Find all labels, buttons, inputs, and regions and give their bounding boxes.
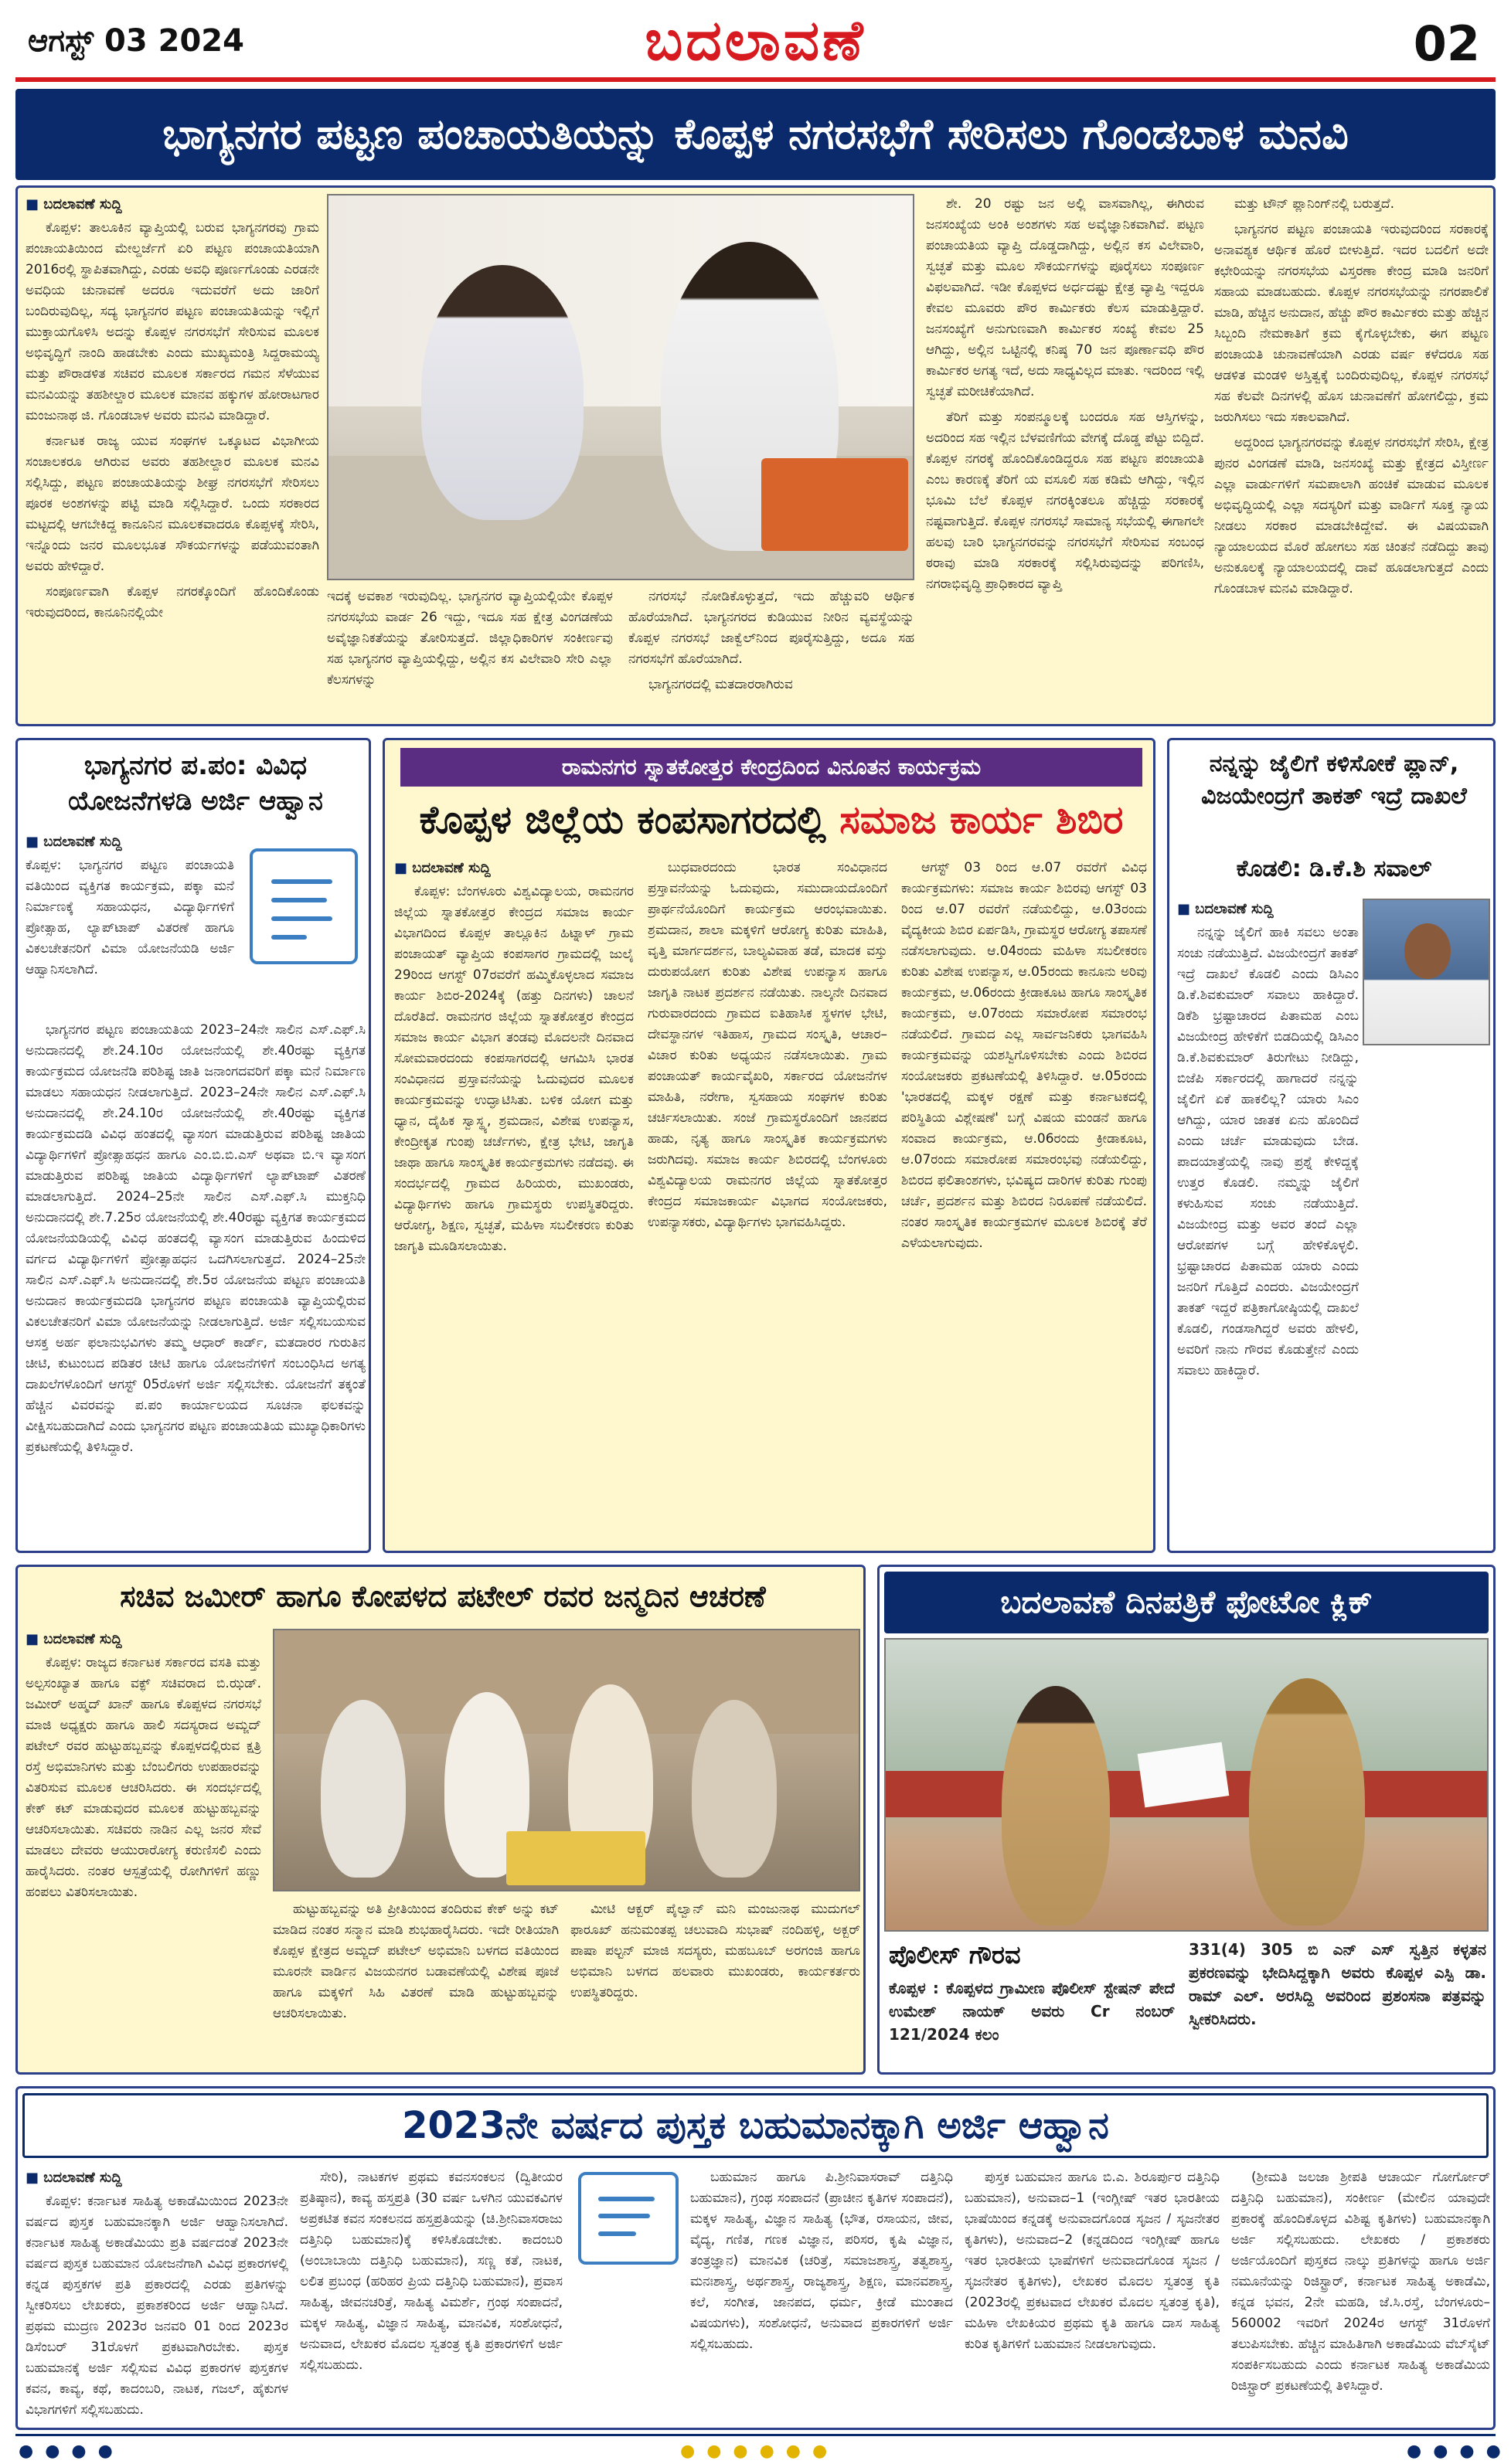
birthday-col-2: ಹುಟ್ಟುಹಬ್ಬವನ್ನು ಅತಿ ಪ್ರೀತಿಯಿಂದ ತಂದಿರುವ ಕೇಕ್ ಅನ್ನು ಕಟ್ ಮಾಡಿದ ನಂತರ ಸನ್ಮಾನ ಮಾಡಿ ಶುಭಹಾರೈಸಿದರು. ಇದೇ ರೀತಿಯಾಗಿ ಕೊಪ್ಪಳ ಕ್ಷೇತ್ರದ ಅಮ್ಜದ್ ಪಟೇಲ್ ಅಭಿಮಾನಿ ಬಳಗದ ವತಿಯಿಂದ ಮೂರನೇ ವಾರ್ಡಿನ ವಿಜಯನಗರ ಬಡಾವಣೆಯಲ್ಲಿ ವಿಶೇಷ ಪೂಜೆ ಹಾಗೂ ಮಕ್ಕಳಿಗೆ ಸಿಹಿ ವಿತರಣೆ ಮಾಡಿ ಹುಟ್ಟುಹಬ್ಬವನ್ನು ಆಚರಿಸಲಾಯಿತು.	[273, 1902, 559, 2021]
police-officer-right	[1249, 1678, 1365, 1925]
lead-col-5: ಮತ್ತು ಟೌನ್ ಪ್ಲಾನಿಂಗ್‌ನಲ್ಲಿ ಬರುತ್ತದೆ. ಭಾಗ್ಯನಗರ ಪಟ್ಟಣ ಪಂಚಾಯತಿ ಇರುವುದರಿಂದ ಸರಕಾರಕ್ಕೆ ಅನಾವಶ್ಯಕ ಆರ್ಥಿಕ ಹೊರೆ ಬೀಳುತ್ತಿದೆ. ಇದರ ಬದಲಿಗೆ ಅದೇ ಕಛೇರಿಯನ್ನು ನಗರಸಭೆಯ ವಿಸ್ತರಣಾ ಕೇಂದ್ರ ಮಾಡಿ ಜನರಿಗೆ ಸಹಾಯ ಮಾಡಬಹುದು. ಕೊಪ್ಪಳ ನಗರಸಭೆಯನ್ನು ನಗರಪಾಲಿಕೆ ಮಾಡಿ, ಹೆಚ್ಚಿನ ಅನುದಾನ, ಹೆಚ್ಚು ಪೌರ ಕಾರ್ಮಿಕರು ಮತ್ತು ಹೆಚ್ಚಿನ ಸಿಬ್ಬಂದಿ ನೇಮಕಾತಿಗೆ ಕ್ರಮ ಕೈಗೊಳ್ಳಬೇಕು, ಈಗ ಪಟ್ಟಣ ಪಂಚಾಯತಿ ಚುನಾವಣೆಯಾಗಿ ಎರಡು ವರ್ಷ ಕಳೆದರೂ ಸಹ ಆಡಳಿತ ಮಂಡಳಿ ಅಸ್ತಿತ್ವಕ್ಕೆ ಬಂದಿರುವುದಿಲ್ಲ, ಕೊಪ್ಪಳ ನಗರಸಭೆ ಸಹ ಕೆಲವೇ ದಿನಗಳಲ್ಲಿ ಹೊಸ ಚುನಾವಣೆಗೆ ಹೋಗಲಿದ್ದು, ಕ್ರಮ ಜರುಗಿಸಲು ಇದು ಸಕಾಲವಾಗಿದೆ. ಅದ್ದರಿಂದ ಭಾಗ್ಯನಗರವನ್ನು ಕೊಪ್ಪಳ ನಗರಸಭೆಗೆ ಸೇರಿಸಿ, ಕ್ಷೇತ್ರ ಪುನರ ವಿಂಗಡಣೆ ಮಾಡಿ, ಜನಸಂಖ್ಯೆ ಮತ್ತು ಕ್ಷೇತ್ರದ ವಿಸ್ತೀರ್ಣ ಎಲ್ಲಾ ವಾರ್ಡುಗಳಿಗೆ ಸಮಪಾಲಾಗಿ ಹಂಚಿಕೆ ಮಾಡುವ ಮೂಲಕ ಅಭಿವೃದ್ಧಿಯಲ್ಲಿ ಎಲ್ಲಾ ಸದಸ್ಯರಿಗೆ ಮತ್ತು ವಾರ್ಡಿಗೆ ಸೂಕ್ತ ನ್ಯಾಯ ನೀಡಲು ಸರಕಾರ ಮಾಡಬೇಕಿದ್ದೇವೆ. ಈ ವಿಷಯವಾಗಿ ನ್ಯಾಯಾಲಯದ ಮೊರೆ ಹೋಗಲು ಸಹ ಚಿಂತನೆ ನಡೆದಿದ್ದು ತಾವು ಅನುಕೂಲಕ್ಕೆ ನ್ಯಾಯಾಲಯದಲ್ಲಿ ದಾವೆ ಹೂಡಲಾಗುತ್ತದೆ ಎಂದು ಗೊಂಡಬಾಳ ಮನವಿ ಮಾಡಿದ್ದಾರೆ.	[1214, 196, 1489, 596]
award-col-3: ಬಹುಮಾನ ಹಾಗೂ ಪಿ.ಶ್ರೀನಿವಾಸರಾವ್ ದತ್ತಿನಿಧಿ ಬಹುಮಾನ), ಗ್ರಂಥ ಸಂಪಾದನೆ (ಪ್ರಾಚೀನ ಕೃತಿಗಳ ಸಂಪಾದನೆ), ಮಕ್ಕಳ ಸಾಹಿತ್ಯ, ವಿಜ್ಞಾನ ಸಾಹಿತ್ಯ (ಭೌತ, ರಸಾಯನ, ಜೀವ, ವೈದ್ಯ, ಗಣಿತ, ಗಣಕ ವಿಜ್ಞಾನ, ಪರಿಸರ, ಕೃಷಿ ವಿಜ್ಞಾನ, ತಂತ್ರಜ್ಞಾನ) ಮಾನವಿಕ (ಚರಿತ್ರೆ, ಸಮಾಜಶಾಸ್ತ್ರ, ತತ್ವಶಾಸ್ತ್ರ, ಮನಃಶಾಸ್ತ್ರ, ಅರ್ಥಶಾಸ್ತ್ರ, ರಾಜ್ಯಶಾಸ್ತ್ರ, ಶಿಕ್ಷಣ, ಮಾನವಶಾಸ್ತ್ರ, ಕಲೆ, ಸಂಗೀತ, ಜಾನಪದ, ಧರ್ಮ, ಕ್ರೀಡೆ ಮುಂತಾದ ವಿಷಯಗಳು), ಸಂಶೋಧನೆ, ಅನುವಾದ ಪ್ರಕಾರಗಳಿಗೆ ಅರ್ಜಿ ಸಲ್ಲಿಸಬಹುದು.	[690, 2170, 953, 2352]
footer-dots-left: ● ● ● ●	[19, 2442, 116, 2461]
masthead-rule	[15, 77, 1496, 82]
scheme-story-box	[15, 738, 371, 1553]
award-col-5: (ಶ್ರೀಮತಿ ಜಲಜಾ ಶ್ರೀಪತಿ ಆಚಾರ್ಯ ಗೋರ್ಗೋರ್ ದತ್ತಿನಿಧಿ ಬಹುಮಾನ), ಸಂಕೀರ್ಣ (ಮೇಲಿನ ಯಾವುದೇ ಪ್ರಕಾರಕ್ಕೆ ಹೊಂದಿಕೊಳ್ಳದ ವಿಶಿಷ್ಟ ಕೃತಿಗಳು) ಬಹುಮಾನಕ್ಕಾಗಿ ಅರ್ಜಿ ಸಲ್ಲಿಸಬಹುದು. ಲೇಖಕರು / ಪ್ರಕಾಶಕರು ಅರ್ಜಿಯೊಂದಿಗೆ ಪುಸ್ತಕದ ನಾಲ್ಕು ಪ್ರತಿಗಳನ್ನು ಹಾಗೂ ಅರ್ಜಿ ನಮೂನೆಯನ್ನು ರಿಜಿಸ್ಟ್ರಾರ್, ಕರ್ನಾಟಕ ಸಾಹಿತ್ಯ ಅಕಾಡೆಮಿ, ಕನ್ನಡ ಭವನ, 2ನೇ ಮಹಡಿ, ಜೆ.ಸಿ.ರಸ್ತೆ, ಬೆಂಗಳೂರು–560002 ಇವರಿಗೆ 2024ರ ಆಗಸ್ಟ್ 31ರೊಳಗೆ ತಲುಪಿಸಬೇಕು. ಹೆಚ್ಚಿನ ಮಾಹಿತಿಗಾಗಿ ಅಕಾಡೆಮಿಯ ವೆಬ್‌ಸೈಟ್ ಸಂಪರ್ಕಿಸಬಹುದು ಎಂದು ಕರ್ನಾಟಕ ಸಾಹಿತ್ಯ ಅಕಾಡೆಮಿಯ ರಿಜಿಸ್ಟ್ರಾರ್ ಪ್ರಕಟಣೆಯಲ್ಲಿ ತಿಳಿಸಿದ್ದಾರೆ.	[1231, 2170, 1490, 2394]
scheme-body: ಭಾಗ್ಯನಗರ ಪಟ್ಟಣ ಪಂಚಾಯತಿಯ 2023–24ನೇ ಸಾಲಿನ ಎಸ್.ಎಫ್.ಸಿ ಅನುದಾನದಲ್ಲಿ ಶೇ.24.10ರ ಯೋಜನೆಯಲ್ಲಿ ಶೇ.40ರಷ್ಟು ವ್ಯಕ್ತಿಗತ ಕಾರ್ಯಕ್ರಮದ ಯೋಜನೆಡಿ ಪರಿಶಿಷ್ಟ ಜಾತಿ ಜನಾಂಗದವರಿಗೆ ಪಕ್ಕಾ ಮನೆ ನಿರ್ಮಾಣ ಮಾಡಲು ಸಹಾಯಧನ ನೀಡಲಾಗುತ್ತಿದೆ. 2023–24ನೇ ಸಾಲಿನ ಎಸ್.ಎಫ್.ಸಿ ಅನುದಾನದಲ್ಲಿ ಶೇ.24.10ರ ಯೋಜನೆಯಲ್ಲಿ ಶೇ.40ರಷ್ಟು ವ್ಯಕ್ತಿಗತ ಕಾರ್ಯಕ್ರಮದಡಿ ವಿವಿಧ ಹಂತದಲ್ಲಿ ವ್ಯಾಸಂಗ ಮಾಡುತ್ತಿರುವ ಪರಿಶಿಷ್ಟ ಜಾತಿಯ ವಿದ್ಯಾರ್ಥಿಗಳಿಗೆ ಪ್ರೋತ್ಸಾಹಧನ ಹಾಗೂ ಎಂ.ಬಿ.ಬಿ.ಎಸ್ ಅಥವಾ ಬಿ.ಇ ವ್ಯಾಸಂಗ ಮಾಡುತ್ತಿರುವ ಪರಿಶಿಷ್ಟ ಜಾತಿಯ ವಿದ್ಯಾರ್ಥಿಗಳಿಗೆ ಲ್ಯಾಪ್‌ಟಾಪ್ ವಿತರಣೆ ಮಾಡಲಾಗುತ್ತಿದೆ. 2024–25ನೇ ಸಾಲಿನ ಎಸ್.ಎಫ್.ಸಿ ಮುಕ್ತನಿಧಿ ಅನುದಾನದಲ್ಲಿ ಶೇ.7.25ರ ಯೋಜನೆಯಲ್ಲಿ ಶೇ.40ರಷ್ಟು ವ್ಯಕ್ತಿಗತ ಕಾರ್ಯಕ್ರಮದ ಯೋಜನೆಯಡಿಯಲ್ಲಿ ವಿವಿಧ ಹಂತದಲ್ಲಿ ವ್ಯಾಸಂಗ ಮಾಡುತ್ತಿರುವ ಹಿಂದುಳಿದ ವರ್ಗದ ವಿದ್ಯಾರ್ಥಿಗಳಿಗೆ ಪ್ರೋತ್ಸಾಹಧನ ಒದಗಿಸಲಾಗುತ್ತದೆ. 2024–25ನೇ ಸಾಲಿನ ಎಸ್.ಎಫ್.ಸಿ ಅನುದಾನದಲ್ಲಿ ಶೇ.5ರ ಯೋಜನೆಯ ಪಟ್ಟಣ ಪಂಚಾಯತಿ ಅನುದಾನ ಕಾರ್ಯಕ್ರಮದಡಿ ಭಾಗ್ಯನಗರ ಪಟ್ಟಣ ಪಂಚಾಯತಿ ವ್ಯಾಪ್ತಿಯಲ್ಲಿರುವ ವಿಕಲಚೇತನರಿಗೆ ವಿಮಾ ಯೋಜನೆಯನ್ನು ನೀಡಲಾಗುತ್ತಿದೆ. ಅರ್ಜಿ ಸಲ್ಲಿಸಬಯಸುವ ಆಸಕ್ತ ಅರ್ಹ ಫಲಾನುಭವಿಗಳು ತಮ್ಮ ಆಧಾರ್ ಕಾರ್ಡ್, ಮತದಾರರ ಗುರುತಿನ ಚೀಟಿ, ಕುಟುಂಬದ ಪಡಿತರ ಚೀಟಿ ಹಾಗೂ ಯೋಜನೆಗಳಿಗೆ ಸಂಬಂಧಿಸಿದ ಅಗತ್ಯ ದಾಖಲೆಗಳೊಂದಿಗೆ ಆಗಸ್ಟ್ 05ರೊಳಗೆ ಅರ್ಜಿ ಸಲ್ಲಿಸಬೇಕು. ಯೋಜನೆಗೆ ತಕ್ಕಂತೆ ಹೆಚ್ಚಿನ ವಿವರವನ್ನು ಪ.ಪಂ ಕಾರ್ಯಾಲಯದ ಸೂಚನಾ ಫಲಕವನ್ನು ವೀಕ್ಷಿಸಬಹುದಾಗಿದೆ ಎಂದು ಭಾಗ್ಯನಗರ ಪಟ್ಟಣ ಪಂಚಾಯತಿಯ ಮುಖ್ಯಾಧಿಕಾರಿಗಳು ಪ್ರಕಟಣೆಯಲ್ಲಿ ತಿಳಿಸಿದ್ದಾರೆ.	[26, 1022, 366, 1455]
lead-para-1: ಕೊಪ್ಪಳ: ತಾಲೂಕಿನ ವ್ಯಾಪ್ತಿಯಲ್ಲಿ ಬರುವ ಭಾಗ್ಯನಗರವು ಗ್ರಾಮ ಪಂಚಾಯತಿಯಿಂದ ಮೇಲ್ದರ್ಜೆಗೆ ಏರಿ ಪಟ್ಟಣ ಪಂಚಾಯತಿಯಾಗಿ 2016ರಲ್ಲಿ ಸ್ಥಾಪಿತವಾಗಿದ್ದು, ಎರಡು ಅವಧಿ ಪೂರ್ಣಗೊಂಡು ಎರಡನೇ ಅವಧಿಯ ಚುನಾವಣೆ ಅದರೂ ಇದುವರೆಗೆ ಅದು ಜಾರಿಗೆ ಬಂದಿರುವುದಿಲ್ಲ, ಸದ್ಯ ಭಾಗ್ಯನಗರ ಪಟ್ಟಣ ಪಂಚಾಯತಿಯನ್ನು ಇಲ್ಲಿಗೆ ಮುಕ್ತಾಯಗೊಳಿಸಿ ಅದನ್ನು ಕೊಪ್ಪಳ ನಗರಸಭೆಗೆ ಸೇರಿಸುವ ಮೂಲಕ ಅಭಿವೃದ್ಧಿಗೆ ನಾಂದಿ ಹಾಡಬೇಕು ಎಂದು ಮುಖ್ಯಮಂತ್ರಿ ಸಿದ್ದರಾಮಯ್ಯ ಮತ್ತು ಪೌರಾಡಳಿತ ಸಚಿವರ ಮೂಲಕ ಸರ್ಕಾರದ ಗಮನ ಸೆಳೆಯುವ ಮನವಿಯನ್ನು ತಹಶೀಲ್ದಾರ ಮೂಲಕ ಮಾನವ ಹಕ್ಕುಗಳ ಹೋರಾಟಗಾರ ಮಂಜುನಾಥ ಜಿ. ಗೊಂಡಬಾಳ ಅವರು ಮನವಿ ಮಾಡಿದ್ದಾರೆ.	[26, 220, 319, 423]
scheme-headline: ಭಾಗ್ಯನಗರ ಪ.ಪಂ: ವಿವಿಧ ಯೋಜನೆಗಳಡಿ ಅರ್ಜಿ ಆಹ್ವಾನ	[68, 750, 323, 817]
jail-body: ■ ಬದಲಾವಣೆ ಸುದ್ದಿ ನನ್ನನ್ನು ಜೈಲಿಗೆ ಹಾಕಿ ಸವಲು ಅಂತಾ ಸಂಚು ನಡೆಯುತ್ತಿದೆ. ವಿಜಯೇಂದ್ರಗೆ ತಾಕತ್ ಇದ್ರೆ ದಾಖಲೆ ಕೊಡಲಿ ಎಂದು ಡಿಸಿಎಂ ಡಿ.ಕೆ.ಶಿವಕುಮಾರ್ ಸವಾಲು ಹಾಕಿದ್ದಾರೆ. ಡಿಕೆಶಿ ಭ್ರಷ್ಟಾಚಾರದ ಪಿತಾಮಹ ಎಂಬ ವಿಜಯೇಂದ್ರ ಹೇಳಿಕೆಗೆ ಬಿಡದಿಯಲ್ಲಿ ಡಿಸಿಎಂ ಡಿ.ಕೆ.ಶಿವಕುಮಾರ್ ತಿರುಗೇಟು ನೀಡಿದ್ದು, ಬಿಜೆಪಿ ಸರ್ಕಾರದಲ್ಲಿ ಹಾಗಾದರೆ ನನ್ನನ್ನು ಜೈಲಿಗೆ ಏಕೆ ಹಾಕಲಿಲ್ಲ? ಯಾರು ಸಿಎಂ ಆಗಿದ್ದು, ಯಾರ ಜಾತಕ ಏನು ಹೊಂದಿದೆ ಎಂದು ಚರ್ಚೆ ಮಾಡುವುದು ಬೇಡ. ಪಾದಯಾತ್ರೆಯಲ್ಲಿ ನಾವು ಪ್ರಶ್ನೆ ಕೇಳಿದ್ದಕ್ಕೆ ಉತ್ತರ ಕೊಡಲಿ. ನಮ್ಮನ್ನು ಜೈಲಿಗೆ ಕಳುಹಿಸುವ ಸಂಚು ನಡೆಯುತ್ತಿದೆ. ವಿಜಯೇಂದ್ರ ಮತ್ತು ಅವರ ತಂದೆ ಎಲ್ಲಾ ಆರೋಪಗಳ ಬಗ್ಗೆ ಹೇಳಿಕೊಳ್ಳಲಿ. ಭ್ರಷ್ಟಾಚಾರದ ಪಿತಾಮಹ ಯಾರು ಎಂದು ಜನರಿಗೆ ಗೊತ್ತಿದೆ ಎಂದರು. ವಿಜಯೇಂದ್ರಗೆ ತಾಕತ್ ಇದ್ದರೆ ಪತ್ರಿಕಾಗೋಷ್ಠಿಯಲ್ಲಿ ದಾಖಲೆ ಕೊಡಲಿ, ಗಂಡಸಾಗಿದ್ದರೆ ಅವರು ಹೇಳಲಿ, ಅವರಿಗೆ ನಾನು ಗೌರವ ಕೊಡುತ್ತೇನೆ ಎಂದು ಸವಾಲು ಹಾಕಿದ್ದಾರೆ.	[1177, 899, 1490, 1548]
lead-story-box	[15, 185, 1496, 726]
footer-rule	[15, 2434, 1496, 2436]
birthday-col-3: ಮೀಟಿ ಆಕ್ಬರ್ ಪೈಲ್ವಾನ್ ಮನಿ ಮಂಜುನಾಥ ಮುದುಗಲ್ ಫಾರೂಖ್ ಹನುಮಂತಪ್ಪ ಚಲುವಾದಿ ಸುಭಾಷ್ ನಂದಿಹಳ್ಳಿ, ಅಕ್ಬರ್ ಪಾಷಾ ಪಲ್ಟನ್ ಮಾಜಿ ಸದಸ್ಯರು, ಮಹಬೂಬ್ ಅರಗಂಜಿ ಹಾಗೂ ಅಭಿಮಾನಿ ಬಳಗದ ಹಲವಾರು ಮುಖಂಡರು, ಕಾರ್ಯಕರ್ತರು ಉಪಸ್ಥಿತರಿದ್ದರು.	[570, 1902, 860, 2000]
lead-headline: ಭಾಗ್ಯನಗರ ಪಟ್ಟಣ ಪಂಚಾಯತಿಯನ್ನು ಕೊಪ್ಪಳ ನಗರಸಭೆಗೆ ಸೇರಿಸಲು ಗೊಂಡಬಾಳ ಮನವಿ	[15, 89, 1496, 180]
photo-click-headline: ಬದಲಾವಣೆ ದಿನಪತ್ರಿಕೆ ಫೋಟೋ ಕ್ಲಿಕ್	[884, 1572, 1489, 1633]
police-photo	[884, 1638, 1489, 1932]
award-col-4: ಪುಸ್ತಕ ಬಹುಮಾನ ಹಾಗೂ ಬಿ.ಎ. ಶಿರೂರ್ಪುರ ದತ್ತಿನಿಧಿ ಬಹುಮಾನ), ಅನುವಾದ–1 (ಇಂಗ್ಲೀಷ್ ಇತರ ಭಾರತೀಯ ಭಾಷೆಯಿಂದ ಕನ್ನಡಕ್ಕೆ ಅನುವಾದಗೊಂಡ ಸೃಜನ / ಸೃಜನೇತರ ಕೃತಿಗಳು), ಅನುವಾದ–2 (ಕನ್ನಡದಿಂದ ಇಂಗ್ಲೀಷ್ ಹಾಗೂ ಇತರ ಭಾರತೀಯ ಭಾಷೆಗಳಿಗೆ ಅನುವಾದಗೊಂಡ ಸೃಜನ / ಸೃಜನೇತರ ಕೃತಿಗಳು), ಲೇಖಕರ ಮೊದಲ ಸ್ವತಂತ್ರ ಕೃತಿ (2023ರಲ್ಲಿ ಪ್ರಕಟವಾದ ಲೇಖಕರ ಮೊದಲ ಸ್ವತಂತ್ರ ಕೃತಿ), ಮಹಿಳಾ ಲೇಖಕಿಯರ ಪ್ರಥಮ ಕೃತಿ ಹಾಗೂ ದಾಸ ಸಾಹಿತ್ಯ ಕುರಿತ ಕೃತಿಗಳಿಗೆ ಬಹುಮಾನ ನೀಡಲಾಗುವುದು.	[965, 2170, 1220, 2352]
issue-date: ಆಗಸ್ಟ್ 03 2024	[28, 23, 244, 59]
birthday-photo	[273, 1629, 860, 1891]
photo-person-left	[421, 265, 584, 520]
jail-story-box	[1167, 738, 1496, 1553]
camp-col-1: ■ ಬದಲಾವಣೆ ಸುದ್ದಿ ಕೊಪ್ಪಳ: ಬೆಂಗಳೂರು ವಿಶ್ವವಿದ್ಯಾಲಯ, ರಾಮನಗರ ಜಿಲ್ಲೆಯ ಸ್ನಾತಕೋತ್ತರ ಕೇಂದ್ರದ ಸಮಾಜ ಕಾರ್ಯ ವಿಭಾಗದಿಂದ ಕೊಪ್ಪಳ ತಾಲ್ಲೂಕಿನ ಹಿಟ್ನಾಳ್ ಗ್ರಾಮ ಪಂಚಾಯತ್ ವ್ಯಾಪ್ತಿಯ ಕಂಪಸಾಗರ ಗ್ರಾಮದಲ್ಲಿ ಜುಲೈ 29ರಿಂದ ಆಗಸ್ಟ್ 07ರವರೆಗೆ ಹಮ್ಮಿಕೊಳ್ಳಲಾದ ಸಮಾಜ ಕಾರ್ಯ ಶಿಬಿರ-2024ಕ್ಕೆ (ಹತ್ತು ದಿನಗಳು) ಚಾಲನೆ ದೊರೆತಿದೆ. ರಾಮನಗರ ಜಿಲ್ಲೆಯ ಸ್ನಾತಕೋತ್ತರ ಕೇಂದ್ರದ ಸಮಾಜ ಕಾರ್ಯ ವಿಭಾಗ ತಂಡವು ಮೊದಲನೇ ದಿನವಾದ ಸೋಮವಾರದಂದು ಕಂಪಸಾಗರದಲ್ಲಿ ಆಗಮಿಸಿ ಭಾರತ ಸಂವಿಧಾನದ ಪ್ರಸ್ತಾವನೆಯನ್ನು ಓದುವುದರ ಮೂಲಕ ಕಾರ್ಯಕ್ರಮವನ್ನು ಉದ್ಘಾಟಿಸಿತು. ಬಳಿಕ ಯೋಗ ಮತ್ತು ಧ್ಯಾನ, ದೈಹಿಕ ಸ್ವಾಸ್ಥ್ಯ, ಶ್ರಮದಾನ, ವಿಶೇಷ ಉಪನ್ಯಾಸ, ಕೇಂದ್ರೀಕೃತ ಗುಂಪು ಚರ್ಚೆಗಳು, ಕ್ಷೇತ್ರ ಭೇಟಿ, ಜಾಗೃತಿ ಜಾಥಾ ಹಾಗೂ ಸಾಂಸ್ಕೃತಿಕ ಕಾರ್ಯಕ್ರಮಗಳು ನಡೆದವು. ಈ ಸಂದರ್ಭದಲ್ಲಿ ಗ್ರಾಮದ ಹಿರಿಯರು, ಮುಖಂಡರು, ವಿದ್ಯಾರ್ಥಿಗಳು ಹಾಗೂ ಗ್ರಾಮಸ್ಥರು ಉಪಸ್ಥಿತರಿದ್ದರು. ಆರೋಗ್ಯ, ಶಿಕ್ಷಣ, ಸ್ವಚ್ಛತೆ, ಮಹಿಳಾ ಸಬಲೀಕರಣ ಕುರಿತು ಜಾಗೃತಿ ಮೂಡಿಸಲಾಯಿತು.	[394, 858, 634, 1545]
camp-headline: ಕೊಪ್ಪಳ ಜಿಲ್ಲೆಯ ಕಂಪಸಾಗರದಲ್ಲಿ ಸಮಾಜ ಕಾರ್ಯ ಶಿಬಿರ	[419, 797, 1124, 842]
birthday-headline: ಸಚಿವ ಜಮೀರ್ ಹಾಗೂ ಕೋಪಳದ ಪಟೇಲ್ ರವರ ಜನ್ಮದಿನ ಆಚರಣೆ	[120, 1579, 766, 1613]
police-officer-left	[1002, 1686, 1110, 1925]
award-col-2: ಸೇರಿ), ನಾಟಕಗಳ ಪ್ರಥಮ ಕವನಸಂಕಲನ (ದ್ವಿತೀಯರ ಪ್ರತಿಷ್ಠಾನ), ಕಾವ್ಯ ಹಸ್ತಪ್ರತಿ (30 ವರ್ಷ ಒಳಗಿನ ಯುವಕವಿಗಳ ಅಪ್ರಕಟಿತ ಕವನ ಸಂಕಲನದ ಹಸ್ತಪ್ರತಿಯನ್ನು (ಚಿ.ಶ್ರೀನಿವಾಸರಾಜು ದತ್ತಿನಿಧಿ ಬಹುಮಾನ)ಕ್ಕೆ ಕಳಿಸಿಕೊಡಬೇಕು. ಕಾದಂಬರಿ (ಅಂಬಾಬಾಯಿ ದತ್ತಿನಿಧಿ ಬಹುಮಾನ), ಸಣ್ಣ ಕತೆ, ನಾಟಕ, ಲಲಿತ ಪ್ರಬಂಧ (ಹರಿಹರ ಪ್ರಿಯ ದತ್ತಿನಿಧಿ ಬಹುಮಾನ), ಪ್ರವಾಸ ಸಾಹಿತ್ಯ, ಜೀವನಚರಿತ್ರೆ, ಸಾಹಿತ್ಯ ವಿಮರ್ಶೆ, ಗ್ರಂಥ ಸಂಪಾದನೆ, ಮಕ್ಕಳ ಸಾಹಿತ್ಯ, ವಿಜ್ಞಾನ ಸಾಹಿತ್ಯ, ಮಾನವಿಕ, ಸಂಶೋಧನೆ, ಅನುವಾದ, ಲೇಖಕರ ಮೊದಲ ಸ್ವತಂತ್ರ ಕೃತಿ ಪ್ರಕಾರಗಳಿಗೆ ಅರ್ಜಿ ಸಲ್ಲಿಸಬಹುದು.	[300, 2170, 563, 2373]
photo-caption-left: ಕೊಪ್ಪಳ : ಕೊಪ್ಪಳದ ಗ್ರಾಮೀಣ ಪೊಲೀಸ್ ಸ್ಟೇಷನ್ ಪೇದೆ ಉಮೇಶ್ ನಾಯಕ್ ಅವರು Cr ನಂಬರ್ 121/2024 ಕಲಂ	[889, 1979, 1175, 2044]
lead-col-4: ಶೇ. 20 ರಷ್ಟು ಜನ ಅಲ್ಲಿ ವಾಸವಾಗಿಲ್ಲ, ಈಗಿರುವ ಜನಸಂಖ್ಯೆಯ ಅಂಕಿ ಅಂಶಗಳು ಸಹ ಅವೈಜ್ಞಾನಿಕವಾಗಿವೆ. ಪಟ್ಟಣ ಪಂಚಾಯತಿಯ ವ್ಯಾಪ್ತಿ ದೊಡ್ಡದಾಗಿದ್ದು, ಅಲ್ಲಿನ ಕಸ ವಿಲೇವಾರಿ, ಸ್ವಚ್ಛತೆ ಮತ್ತು ಮೂಲ ಸೌಕರ್ಯಗಳನ್ನು ಪೂರೈಸಲು ಸಂಪೂರ್ಣ ವಿಫಲವಾಗಿದೆ. ಇಡೀ ಕೊಪ್ಪಳದ ಅರ್ಧದಷ್ಟು ಕ್ಷೇತ್ರ ವ್ಯಾಪ್ತಿ ಇದ್ದರೂ ಕೇವಲ ಮೂವರು ಪೌರ ಕಾರ್ಮಿಕರು ಕೆಲಸ ಮಾಡುತ್ತಿದ್ದಾರೆ. ಜನಸಂಖ್ಯೆಗೆ ಅನುಗುಣವಾಗಿ ಕಾರ್ಮಿಕರ ಸಂಖ್ಯೆ ಕೇವಲ 25 ಆಗಿದ್ದು, ಅಲ್ಲಿನ ಒಟ್ಟಿನಲ್ಲಿ ಕನಿಷ್ಠ 70 ಜನ ಪೂರ್ಣಾವಧಿ ಪೌರ ಕಾರ್ಮಿಕರ ಅಗತ್ಯ ಇದೆ, ಅದು ಸಾಧ್ಯವಿಲ್ಲದ ಮಾತು. ಇದರಿಂದ ಇಲ್ಲಿ ಸ್ವಚ್ಛತೆ ಮರೀಚಿಕೆಯಾಗಿದೆ. ತೆರಿಗೆ ಮತ್ತು ಸಂಪನ್ಮೂಲಕ್ಕೆ ಬಂದರೂ ಸಹ ಆಸ್ತಿಗಳನ್ನು, ಅದರಿಂದ ಸಹ ಇಲ್ಲಿನ ಬೆಳವಣಿಗೆಯ ವೇಗಕ್ಕೆ ದೊಡ್ಡ ಪೆಟ್ಟು ಬಿದ್ದಿದೆ. ಕೊಪ್ಪಳ ನಗರಕ್ಕೆ ಹೊಂದಿಕೊಂಡಿದ್ದರೂ ಸಹ ಪಟ್ಟಣ ಪಂಚಾಯತಿ ಎಂಬ ಕಾರಣಕ್ಕೆ ತೆರಿಗೆ ಯ ವಸೂಲಿ ಸಹ ಕಡಿಮೆ ಆಗಿದ್ದು, ಇಲ್ಲಿನ ಭೂಮಿ ಬೆಲೆ ಕೊಪ್ಪಳ ನಗರಕ್ಕಿಂತಲೂ ಹೆಚ್ಚಿದ್ದು ಸರಕಾರಕ್ಕೆ ನಷ್ಟವಾಗುತ್ತಿದೆ. ಕೊಪ್ಪಳ ನಗರಸಭೆ ಸಾಮಾನ್ಯ ಸಭೆಯಲ್ಲಿ ಈಗಾಗಲೇ ಹಲವು ಬಾರಿ ಭಾಗ್ಯನಗರವನ್ನು ನಗರಸಭೆಗೆ ಸೇರಿಸುವ ಸಂಬಂಧ ಠರಾವು ಮಾಡಿ ಸರಕಾರಕ್ಕೆ ಸಲ್ಲಿಸಿರುವುದನ್ನು ಪರಿಗಣಿಸಿ, ನಗರಾಭಿವೃದ್ಧಿ ಪ್ರಾಧಿಕಾರದ ವ್ಯಾಪ್ತಿ	[926, 196, 1204, 592]
document-form-icon-2	[578, 2172, 679, 2265]
photo-tray	[761, 458, 908, 551]
lead-under-photo-right: ನಗರಸಭೆ ನೋಡಿಕೊಳ್ಳುತ್ತದೆ, ಇದು ಹೆಚ್ಚುವರಿ ಆರ್ಥಿಕ ಹೊರೆಯಾಗಿದೆ. ಭಾಗ್ಯನಗರದ ಕುಡಿಯುವ ನೀರಿನ ವ್ಯವಸ್ಥೆಯನ್ನು ಕೊಪ್ಪಳ ನಗರಸಭೆ ಜಾಕ್ವೆಲ್‌ನಿಂದ ಪೂರೈಸುತ್ತಿದ್ದು, ಅದೂ ಸಹ ನಗರಸಭೆಗೆ ಹೊರೆಯಾಗಿದೆ. ಭಾಗ್ಯನಗರದಲ್ಲಿ ಮತದಾರರಾಗಿರುವ	[628, 589, 914, 692]
document-form-icon	[250, 848, 358, 964]
camp-story-box	[383, 738, 1155, 1553]
photo-caption-title: ಪೊಲೀಸ್ ಗೌರವ	[889, 1940, 1021, 1970]
award-col-1: ■ ಬದಲಾವಣೆ ಸುದ್ದಿ ಕೊಪ್ಪಳ: ಕರ್ನಾಟಕ ಸಾಹಿತ್ಯ ಅಕಾಡೆಮಿಯಿಂದ 2023ನೇ ವರ್ಷದ ಪುಸ್ತಕ ಬಹುಮಾನಕ್ಕಾಗಿ ಅರ್ಜಿ ಆಹ್ವಾನಿಸಲಾಗಿದೆ. ಕರ್ನಾಟಕ ಸಾಹಿತ್ಯ ಅಕಾಡೆಮಿಯು ಪ್ರತಿ ವರ್ಷದಂತೆ 2023ನೇ ವರ್ಷದ ಪುಸ್ತಕ ಬಹುಮಾನ ಯೋಜನೆಗಾಗಿ ವಿವಿಧ ಪ್ರಕಾರಗಳಲ್ಲಿ ಕನ್ನಡ ಪುಸ್ತಕಗಳ ಪ್ರತಿ ಪ್ರಕಾರದಲ್ಲಿ ಎರಡು ಪ್ರತಿಗಳನ್ನು ಸ್ವೀಕರಿಸಲು ಲೇಖಕರು, ಪ್ರಕಾಶಕರಿಂದ ಅರ್ಜಿ ಆಹ್ವಾನಿಸಿದೆ. ಪ್ರಥಮ ಮುದ್ರಣ 2023ರ ಜನವರಿ 01 ರಿಂದ 2023ರ ಡಿಸೆಂಬರ್ 31ರೊಳಗೆ ಪ್ರಕಟವಾಗಿರಬೇಕು. ಪುಸ್ತಕ ಬಹುಮಾನಕ್ಕೆ ಅರ್ಜಿ ಸಲ್ಲಿಸುವ ವಿವಿಧ ಪ್ರಕಾರಗಳ ಪುಸ್ತಕಗಳ ಕವನ, ಕಾವ್ಯ, ಕಥೆ, ಕಾದಂಬರಿ, ನಾಟಕ, ಗಜಲ್, ಹೈಕುಗಳ ವಿಭಾಗಗಳಿಗೆ ಸಲ್ಲಿಸಬಹುದು.	[26, 2167, 288, 2426]
jail-headline: ನನ್ನನ್ನು ಜೈಲಿಗೆ ಕಳಿಸೋಕೆ ಪ್ಲಾನ್, ವಿಜಯೇಂದ್ರಗೆ ತಾಕತ್ ಇದ್ರೆ ದಾಖಲೆ	[1201, 750, 1467, 810]
scheme-intro: ■ ಬದಲಾವಣೆ ಸುದ್ದಿ ಕೊಪ್ಪಳ: ಭಾಗ್ಯನಗರ ಪಟ್ಟಣ ಪಂಚಾಯತಿ ವತಿಯಿಂದ ವ್ಯಕ್ತಿಗತ ಕಾರ್ಯಕ್ರಮ, ಪಕ್ಕಾ ಮನೆ ನಿರ್ಮಾಣಕ್ಕೆ ಸಹಾಯಧನ, ವಿದ್ಯಾರ್ಥಿಗಳಿಗೆ ಪ್ರೋತ್ಸಾಹ, ಲ್ಯಾಪ್‌ಟಾಪ್ ವಿತರಣೆ ಹಾಗೂ ವಿಕಲಚೇತನರಿಗೆ ವಿಮಾ ಯೋಜನೆಯಡಿ ಅರ್ಜಿ ಆಹ್ವಾನಿಸಲಾಗಿದೆ.	[26, 831, 234, 1017]
lead-byline: ■ ಬದಲಾವಣೆ ಸುದ್ದಿ	[26, 194, 319, 215]
lead-col-1	[26, 194, 319, 719]
footer-dots-right: ● ● ● ●	[1407, 2442, 1504, 2461]
lead-para-2: ಕರ್ನಾಟಕ ರಾಜ್ಯ ಯುವ ಸಂಘಗಳ ಒಕ್ಕೂಟದ ವಿಭಾಗೀಯ ಸಂಚಾಲಕರೂ ಆಗಿರುವ ಅವರು ತಹಶೀಲ್ದಾರ ಮೂಲಕ ಮನವಿ ಸಲ್ಲಿಸಿದ್ದು, ಪಟ್ಟಣ ಪಂಚಾಯತಿಯನ್ನು ಶೀಘ್ರ ನಗರಸಭೆಗೆ ಸೇರಿಸಲು ಪೂರಕ ಅಂಶಗಳನ್ನು ಪಟ್ಟಿ ಮಾಡಿ ಸಲ್ಲಿಸಿದ್ದಾರೆ. ಒಂದು ಸರಕಾರದ ಮಟ್ಟದಲ್ಲಿ ಆಗಬೇಕಿದ್ದ ಕಾನೂನಿನ ಮೂಲಕವಾದರೂ ಕೊಪ್ಪಳಕ್ಕೆ ಸೇರಿಸಿ, ಇನ್ನೊಂದು ಜನರ ಮೂಲಭೂತ ಸೌಕರ್ಯಗಳನ್ನು ಪಡೆಯುವಂತಾಗಿ ಅವರು ಹೇಳಿದ್ದಾರೆ.	[26, 433, 319, 574]
camp-col-3: ಆಗಸ್ಟ್ 03 ರಿಂದ ಆ.07 ರವರೆಗೆ ವಿವಿಧ ಕಾರ್ಯಕ್ರಮಗಳು: ಸಮಾಜ ಕಾರ್ಯ ಶಿಬಿರವು ಆಗಸ್ಟ್ 03 ರಿಂದ ಆ.07 ರವರೆಗೆ ನಡೆಯಲಿದ್ದು, ಆ.03ರಂದು ವೈದ್ಯಕೀಯ ಶಿಬಿರ ಏರ್ಪಡಿಸಿ, ಗ್ರಾಮಸ್ಥರ ಆರೋಗ್ಯ ತಪಾಸಣೆ ನಡೆಸಲಾಗುವುದು. ಆ.04ರಂದು ಮಹಿಳಾ ಸಬಲೀಕರಣ ಕುರಿತು ವಿಶೇಷ ಉಪನ್ಯಾಸ, ಆ.05ರಂದು ಕಾನೂನು ಅರಿವು ಕಾರ್ಯಕ್ರಮ, ಆ.06ರಂದು ಕ್ರೀಡಾಕೂಟ ಹಾಗೂ ಸಾಂಸ್ಕೃತಿಕ ಕಾರ್ಯಕ್ರಮ, ಆ.07ರಂದು ಸಮಾರೋಪ ಸಮಾರಂಭ ನಡೆಯಲಿದೆ. ಗ್ರಾಮದ ಎಲ್ಲ ಸಾರ್ವಜನಿಕರು ಭಾಗವಹಿಸಿ ಕಾರ್ಯಕ್ರಮವನ್ನು ಯಶಸ್ವಿಗೊಳಿಸಬೇಕು ಎಂದು ಶಿಬಿರದ ಸಂಯೋಜಕರು ಪ್ರಕಟಣೆಯಲ್ಲಿ ತಿಳಿಸಿದ್ದಾರೆ. ಆ.05ರಂದು 'ಭಾರತದಲ್ಲಿ ಮಕ್ಕಳ ರಕ್ಷಣೆ ಮತ್ತು ಕರ್ನಾಟಕದಲ್ಲಿ ಪರಿಸ್ಥಿತಿಯ ವಿಶ್ಲೇಷಣೆ' ಬಗ್ಗೆ ವಿಷಯ ಮಂಡನೆ ಹಾಗೂ ಸಂವಾದ ಕಾರ್ಯಕ್ರಮ, ಆ.06ರಂದು ಕ್ರೀಡಾಕೂಟ, ಆ.07ರಂದು ಸಮಾರೋಪ ಸಮಾರಂಭವು ನಡೆಯಲಿದ್ದು, ಶಿಬಿರದ ಫಲಿತಾಂಶಗಳು, ಭವಿಷ್ಯದ ದಾರಿಗಳ ಕುರಿತು ಗುಂಪು ಚರ್ಚೆ, ಪ್ರದರ್ಶನ ಮತ್ತು ಶಿಬಿರದ ನಿರೂಪಣೆ ನಡೆಯಲಿದೆ. ನಂತರ ಸಾಂಸ್ಕೃತಿಕ ಕಾರ್ಯಕ್ರಮಗಳ ಮೂಲಕ ಶಿಬಿರಕ್ಕೆ ತೆರೆ ಎಳೆಯಲಾಗುವುದು.	[901, 860, 1147, 1251]
camp-headline-highlight: ಸಮಾಜ ಕಾರ್ಯ ಶಿಬಿರ	[839, 797, 1124, 842]
lead-photo	[327, 194, 914, 580]
photo-click-box	[877, 1565, 1496, 2075]
award-headline: 2023ನೇ ವರ್ಷದ ಪುಸ್ತಕ ಬಹುಮಾನಕ್ಕಾಗಿ ಅರ್ಜಿ ಆಹ್ವಾನ	[22, 2093, 1489, 2158]
page-number: 02	[1413, 15, 1480, 72]
birthday-story-box	[15, 1565, 866, 2075]
camp-col-2: ಬುಧವಾರದಂದು ಭಾರತ ಸಂವಿಧಾನದ ಪ್ರಸ್ತಾವನೆಯನ್ನು ಓದುವುದು, ಸಮುದಾಯದೊಂದಿಗೆ ಪ್ರಾರ್ಥನೆಯೊಂದಿಗೆ ಕಾರ್ಯಕ್ರಮ ಆರಂಭವಾಯಿತು. ಶ್ರಮದಾನ, ಶಾಲಾ ಮಕ್ಕಳಿಗೆ ಆರೋಗ್ಯ ಕುರಿತು ಮಾಹಿತಿ, ವೃತ್ತಿ ಮಾರ್ಗದರ್ಶನ, ಬಾಲ್ಯವಿವಾಹ ತಡೆ, ಮಾದಕ ವಸ್ತು ದುರುಪಯೋಗ ಕುರಿತು ವಿಶೇಷ ಉಪನ್ಯಾಸ ಹಾಗೂ ಜಾಗೃತಿ ನಾಟಕ ಪ್ರದರ್ಶನ ನಡೆಯಿತು. ನಾಲ್ಕನೇ ದಿನವಾದ ಗುರುವಾರದಂದು ಗ್ರಾಮದ ಐತಿಹಾಸಿಕ ಸ್ಥಳಗಳ ಭೇಟಿ, ದೇವಸ್ಥಾನಗಳ ಇತಿಹಾಸ, ಗ್ರಾಮದ ಸಂಸ್ಕೃತಿ, ಆಚಾರ–ವಿಚಾರ ಕುರಿತು ಅಧ್ಯಯನ ನಡೆಸಲಾಯಿತು. ಗ್ರಾಮ ಪಂಚಾಯತ್ ಕಾರ್ಯವೈಖರಿ, ಸರ್ಕಾರದ ಯೋಜನೆಗಳ ಮಾಹಿತಿ, ನರೇಗಾ, ಸ್ವಸಹಾಯ ಸಂಘಗಳ ಕುರಿತು ಚರ್ಚಿಸಲಾಯಿತು. ಸಂಜೆ ಗ್ರಾಮಸ್ಥರೊಂದಿಗೆ ಜಾನಪದ ಹಾಡು, ನೃತ್ಯ ಹಾಗೂ ಸಾಂಸ್ಕೃತಿಕ ಕಾರ್ಯಕ್ರಮಗಳು ಜರುಗಿದವು. ಸಮಾಜ ಕಾರ್ಯ ಶಿಬಿರದಲ್ಲಿ ಬೆಂಗಳೂರು ವಿಶ್ವವಿದ್ಯಾಲಯ ರಾಮನಗರ ಜಿಲ್ಲೆಯ ಸ್ನಾತಕೋತ್ತರ ಕೇಂದ್ರದ ಸಮಾಜಕಾರ್ಯ ವಿಭಾಗದ ಸಂಯೋಜಕರು, ಉಪನ್ಯಾಸಕರು, ವಿದ್ಯಾರ್ಥಿಗಳು ಭಾಗವಹಿಸಿದ್ದರು.	[648, 860, 887, 1230]
footer-dots-center: ● ● ● ● ● ●	[680, 2442, 831, 2461]
camp-kicker: ರಾಮನಗರ ಸ್ನಾತಕೋತ್ತರ ಕೇಂದ್ರದಿಂದ ವಿನೂತನ ಕಾರ್ಯಕ್ರಮ	[400, 748, 1142, 787]
cake-table	[506, 1831, 645, 1885]
paper-name: ಬದಲಾವಣೆ	[645, 8, 866, 73]
lead-under-photo-left: ಇದಕ್ಕೆ ಅವಕಾಶ ಇರುವುದಿಲ್ಲ. ಭಾಗ್ಯನಗರ ವ್ಯಾಪ್ತಿಯಲ್ಲಿಯೇ ಕೊಪ್ಪಳ ನಗರಸಭೆಯ ವಾರ್ಡ 26 ಇದ್ದು, ಇದೂ ಸಹ ಕ್ಷೇತ್ರ ವಿಂಗಡಣೆಯ ಅವೈಜ್ಞಾನಿಕತೆಯನ್ನು ತೋರಿಸುತ್ತದೆ. ಜಿಲ್ಲಾಧಿಕಾರಿಗಳ ಸಂಕೀರ್ಣವು ಸಹ ಭಾಗ್ಯನಗರ ವ್ಯಾಪ್ತಿಯಲ್ಲಿದ್ದು, ಅಲ್ಲಿನ ಕಸ ವಿಲೇವಾರಿ ಸೇರಿ ಎಲ್ಲಾ ಕೆಲಸಗಳನ್ನು	[327, 589, 613, 688]
photo-caption-right: 331(4) 305 ಬಿ ಎನ್ ಎಸ್ ಸ್ವತ್ತಿನ ಕಳ್ಳತನ ಪ್ರಕರಣವನ್ನು ಭೇದಿಸಿದ್ದಕ್ಕಾಗಿ ಅವರು ಕೊಪ್ಪಳ ಎಸ್ಪಿ ಡಾ. ರಾಮ್ ಎಲ್. ಅರಸಿದ್ದಿ ಅವರಿಂದ ಪ್ರಶಂಸನಾ ಪತ್ರವನ್ನು ಸ್ವೀಕರಿಸಿದರು.	[1189, 1940, 1486, 2028]
award-story-box	[15, 2086, 1496, 2430]
masthead	[0, 0, 1511, 82]
lead-para-3: ಸಂಪೂರ್ಣವಾಗಿ ಕೊಪ್ಪಳ ನಗರಕ್ಕೊಂದಿಗೆ ಹೊಂದಿಕೊಂಡು ಇರುವುದರಿಂದ, ಕಾನೂನಿನಲ್ಲಿಯೇ	[26, 584, 319, 620]
birthday-col-1: ■ ಬದಲಾವಣೆ ಸುದ್ದಿ ಕೊಪ್ಪಳ: ರಾಜ್ಯದ ಕರ್ನಾಟಕ ಸರ್ಕಾರದ ವಸತಿ ಮತ್ತು ಅಲ್ಪಸಂಖ್ಯಾತ ಹಾಗೂ ವಕ್ಫ್ ಸಚಿವರಾದ ಬಿ.ಝಡ್. ಜಮೀರ್ ಅಹ್ಮದ್ ಖಾನ್ ಹಾಗೂ ಕೊಪ್ಪಳದ ನಗರಸಭೆ ಮಾಜಿ ಅಧ್ಯಕ್ಷರು ಹಾಗೂ ಹಾಲಿ ಸದಸ್ಯರಾದ ಅಮ್ಜದ್ ಪಟೇಲ್ ರವರ ಹುಟ್ಟುಹಬ್ಬವನ್ನು ಕೊಪ್ಪಳದಲ್ಲಿರುವ ಕ್ಷತ್ರಿ ರಸ್ತೆ ಅಭಿಮಾನಿಗಳು ಮತ್ತು ಬೆಂಬಲಿಗರು ಉಪಹಾರವನ್ನು ವಿತರಿಸುವ ಮೂಲಕ ಆಚರಿಸಿದರು. ಈ ಸಂದರ್ಭದಲ್ಲಿ ಕೇಕ್ ಕಟ್ ಮಾಡುವುದರ ಮೂಲಕ ಹುಟ್ಟುಹಬ್ಬವನ್ನು ಆಚರಿಸಲಾಯಿತು. ಸಚಿವರು ನಾಡಿನ ಎಲ್ಲ ಜನರ ಸೇವೆ ಮಾಡಲು ದೇವರು ಆಯುರಾರೋಗ್ಯ ಕರುಣಿಸಲಿ ಎಂದು ಹಾರೈಸಿದರು. ನಂತರ ಆಸ್ಪತ್ರೆಯಲ್ಲಿ ರೋಗಿಗಳಿಗೆ ಹಣ್ಣು ಹಂಪಲು ವಿತರಿಸಲಾಯಿತು.	[26, 1629, 261, 2069]
jail-headline-2: ಕೊಡಲಿ: ಡಿ.ಕೆ.ಶಿ ಸವಾಲ್	[1236, 855, 1432, 882]
